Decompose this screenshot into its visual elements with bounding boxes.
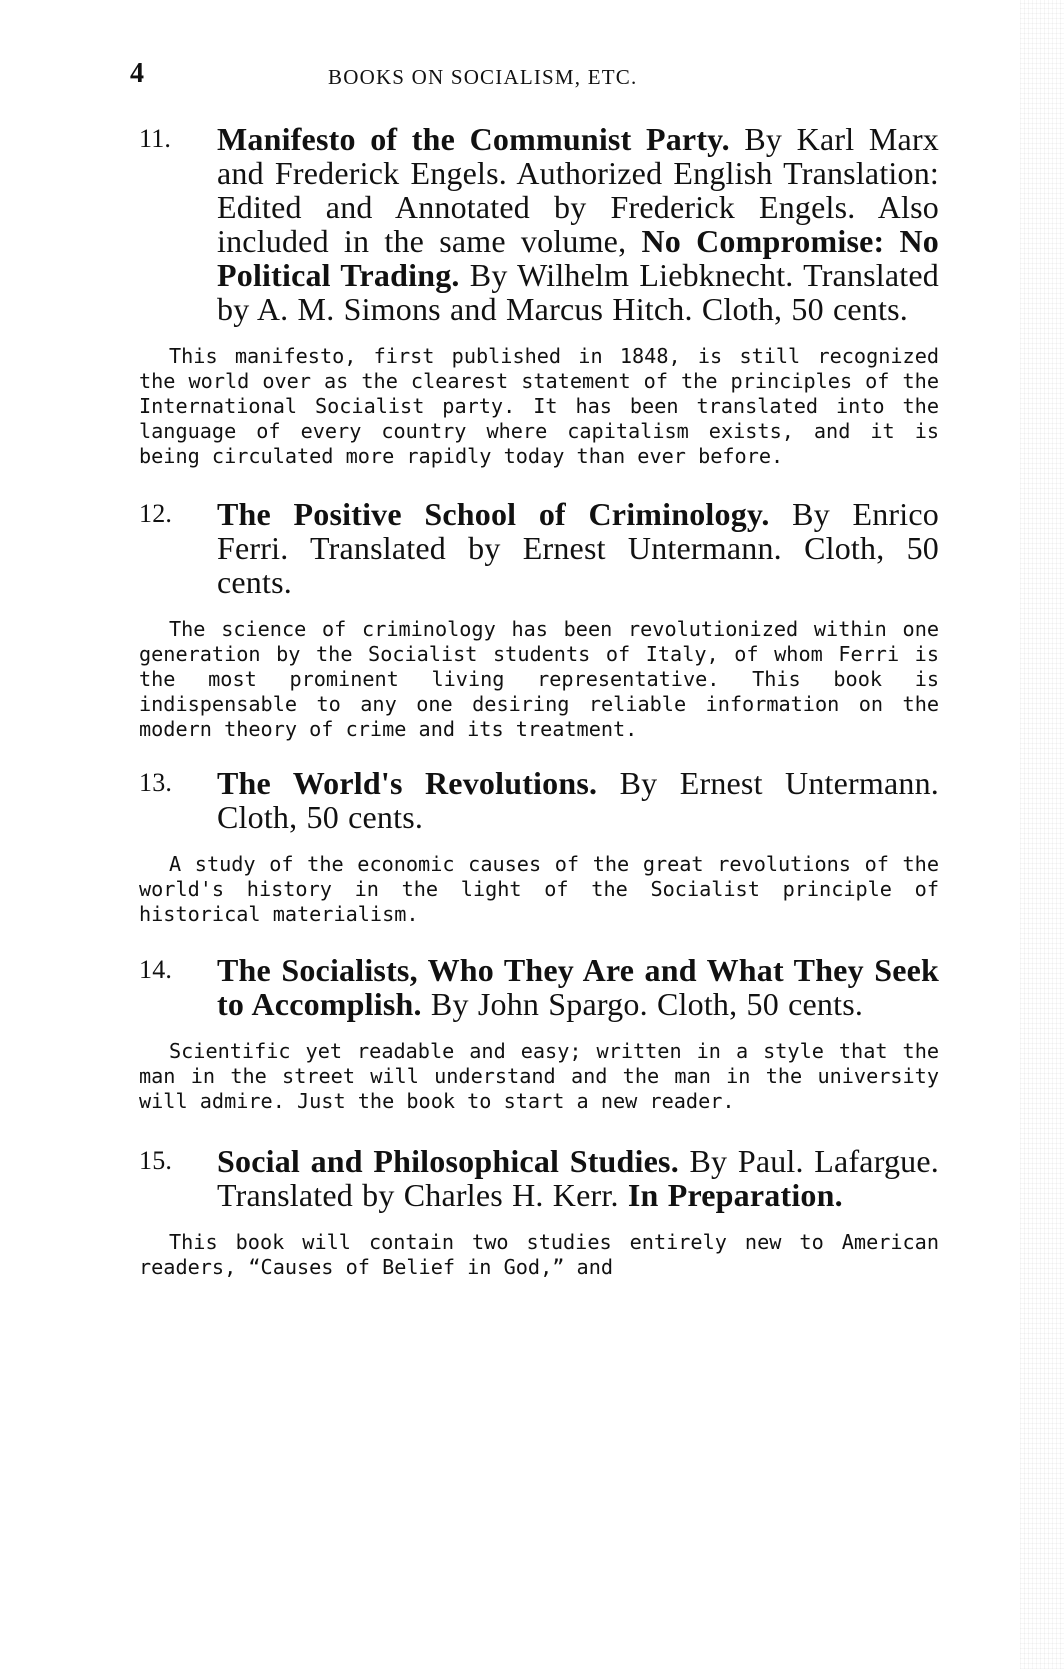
book-title: The Socialists, Who They Are and What They Seek to Accomplish.	[217, 952, 939, 1022]
book-description: The science of criminology has been revolutionized within one generation by the Socialist students of Italy, of whom Ferri is the most prominent living representative. This book is indispensable to any one desiring reliable information on the modern theory of crime and its treatment.	[139, 617, 939, 741]
book-description: A study of the economic causes of the great revolutions of the world's history in the light of the Socialist principle of historical materialism.	[139, 852, 939, 926]
entry-heading	[139, 1144, 939, 1212]
book-author: By Karl Marx and Frederick Engels.	[217, 121, 940, 191]
book-title: Social and Philosophical Studies.	[217, 1143, 679, 1179]
page-edge-scan-texture	[1020, 0, 1064, 1669]
book-entry-15	[139, 1144, 939, 1280]
book-title: Manifesto of the Communist Party.	[217, 121, 730, 157]
catalog-content	[139, 122, 939, 1300]
book-details-continued: By Wilhelm Liebknecht. Translated by A. M. Simons and Marcus Hitch. Cloth, 50 cents.	[217, 257, 939, 327]
book-status-note: In Preparation.	[627, 1177, 843, 1213]
entry-text	[217, 953, 939, 1021]
entry-heading	[139, 497, 939, 599]
book-entry-11	[139, 122, 939, 469]
book-entry-12	[139, 497, 939, 742]
running-header-title: BOOKS ON SOCIALISM, ETC.	[328, 65, 638, 89]
book-description: Scientific yet readable and easy; written in a style that the man in the street will understand and the man in the university will admire. Just the book to start a new reader.	[139, 1039, 939, 1113]
entry-heading	[139, 953, 939, 1021]
entry-number: 13.	[139, 768, 173, 797]
entry-text	[217, 122, 939, 326]
entry-text	[217, 766, 939, 834]
entry-number: 11.	[139, 124, 172, 153]
book-author: By Ernest Untermann. Cloth, 50 cents.	[217, 765, 940, 835]
book-description: This manifesto, first published in 1848, is still recognized the world over as the clearest statement of the principles of the International Socialist party. It has been translated into the language of every country where capitalism exists, and it is being circulated more rapidly today than ever before.	[139, 344, 939, 468]
entry-heading	[139, 122, 939, 326]
book-details: Authorized English Translation: Edited and Annotated by Frederick Engels. Also included in the same volume,	[217, 155, 940, 259]
book-author: By Paul. Lafargue. Translated by Charles H. Kerr.	[217, 1143, 939, 1213]
entry-text	[217, 1144, 939, 1212]
book-title: The Positive School of Criminology.	[217, 496, 770, 532]
running-header	[130, 58, 950, 98]
entry-text	[217, 497, 939, 599]
book-author: By Enrico Ferri. Translated by Ernest Untermann. Cloth, 50 cents.	[217, 496, 939, 600]
included-title: No Compromise: No Political Trading.	[217, 223, 940, 293]
entry-number: 12.	[139, 499, 173, 528]
entry-heading	[139, 766, 939, 834]
entry-number: 14.	[139, 955, 173, 984]
page-number: 4	[130, 58, 144, 89]
book-entry-14	[139, 953, 939, 1114]
entry-number: 15.	[139, 1146, 173, 1175]
book-description: This book will contain two studies entirely new to American readers, “Causes of Belief in God,” and	[139, 1230, 939, 1279]
book-author: By John Spargo. Cloth, 50 cents.	[430, 986, 864, 1022]
book-title: The World's Revolutions.	[217, 765, 598, 801]
book-entry-13	[139, 766, 939, 927]
